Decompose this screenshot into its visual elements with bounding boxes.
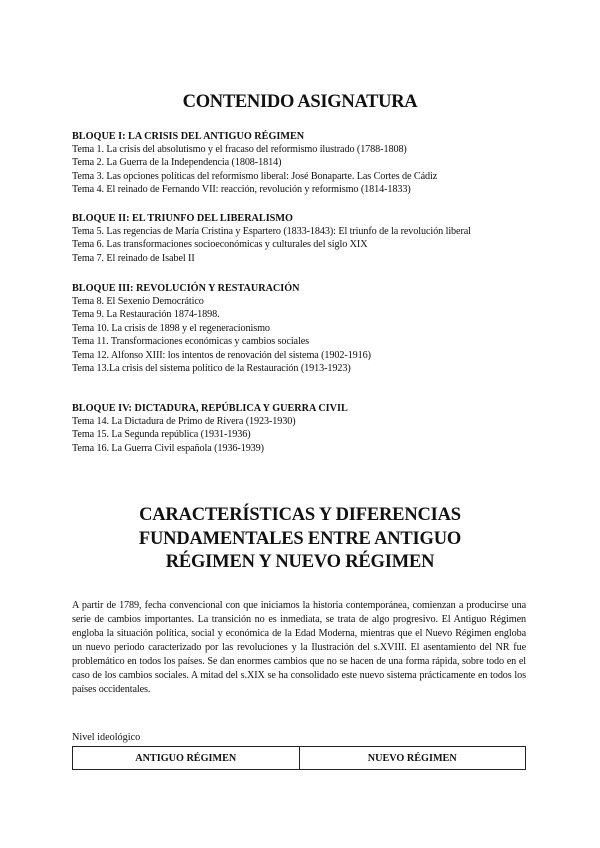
intro-paragraph: A partir de 1789, fecha convencional con que iniciamos la historia contemporánea, comienzan a producirse una serie de cambios importantes. La transición no es inmediata, se trata de algo progresivo. El Antiguo Régimen engloba la situación política, social y económica de la Edad Moderna, mientras que el Nuevo Régimen engloba un nuevo periodo caracterizado por las revoluciones y la Ilustración del s.XVIII. El asentamiento del NR fue problemático en todos los países. Se dan enormes cambios que no se hacen de una forma rápida, sobre todo en el caso de los cambios sociales. A mitad del s.XIX se ha consolidado este nuevo sistema prácticamente en todos los países occidentales. bbox=[72, 600, 526, 695]
bloque-3 bbox=[72, 282, 371, 375]
tema-item: Tema 4. El reinado de Fernando VII: reacción, revolución y reformismo (1814-1833) bbox=[72, 184, 411, 196]
tema-item: Tema 13.La crisis del sistema político de la Restauración (1913-1923) bbox=[72, 362, 351, 374]
tema-item: Tema 3. Las opciones políticas del reformismo liberal: José Bonaparte. Las Cortes de Cádiz bbox=[72, 170, 438, 182]
tema-item: Tema 10. La crisis de 1898 y el regeneracionismo bbox=[72, 322, 270, 334]
tema-item: Tema 11. Transformaciones económicas y cambios sociales bbox=[72, 336, 309, 348]
tema-item: Tema 7. El reinado de Isabel II bbox=[72, 252, 195, 264]
tema-item: Tema 12. Alfonso XIII: los intentos de renovación del sistema (1902-1916) bbox=[72, 349, 371, 361]
tema-item: Tema 16. La Guerra Civil española (1936-1939) bbox=[72, 442, 264, 454]
bloque-4 bbox=[72, 402, 348, 455]
section-heading bbox=[0, 504, 600, 575]
tema-item: Tema 6. Las transformaciones socioeconómicas y culturales del siglo XIX bbox=[72, 239, 368, 251]
table-header-antiguo: ANTIGUO RÉGIMEN bbox=[135, 752, 237, 764]
tema-item: Tema 1. La crisis del absolutismo y el fracaso del reformismo ilustrado (1788-1808) bbox=[72, 144, 407, 155]
bloque-heading: BLOQUE I: LA CRISIS DEL ANTIGUO RÉGIMEN bbox=[72, 131, 305, 142]
table-header-nuevo: NUEVO RÉGIMEN bbox=[299, 747, 526, 769]
tema-item: Tema 9. La Restauración 1874-1898. bbox=[72, 309, 220, 321]
bloque-2 bbox=[72, 212, 471, 265]
section-heading-line: RÉGIMEN Y NUEVO RÉGIMEN bbox=[165, 552, 435, 572]
tema-item: Tema 5. Las regencias de María Cristina y Espartero (1833-1843): El triunfo de la revolución liberal bbox=[72, 226, 471, 237]
section-heading-line: FUNDAMENTALES ENTRE ANTIGUO bbox=[138, 528, 462, 549]
tema-item: Tema 8. El Sexenio Democrático bbox=[72, 296, 204, 307]
page-title: CONTENIDO ASIGNATURA bbox=[182, 92, 418, 112]
bloque-1 bbox=[72, 130, 437, 197]
comparison-table bbox=[72, 746, 526, 770]
tema-item: Tema 15. La Segunda república (1931-1936) bbox=[72, 429, 251, 441]
tema-item: Tema 14. La Dictadura de Primo de Rivera (1923-1930) bbox=[72, 416, 296, 427]
bloque-heading: BLOQUE III: REVOLUCIÓN Y RESTAURACIÓN bbox=[72, 283, 300, 294]
bloque-heading: BLOQUE IV: DICTADURA, REPÚBLICA Y GUERRA CIVIL bbox=[72, 403, 348, 414]
section-heading-line: CARACTERÍSTICAS Y DIFERENCIAS bbox=[139, 505, 461, 525]
nivel-label: Nivel ideológico bbox=[72, 732, 141, 743]
tema-item: Tema 2. La Guerra de la Independencia (1808-1814) bbox=[72, 157, 282, 169]
bloque-heading: BLOQUE II: EL TRIUNFO DEL LIBERALISMO bbox=[72, 213, 293, 224]
